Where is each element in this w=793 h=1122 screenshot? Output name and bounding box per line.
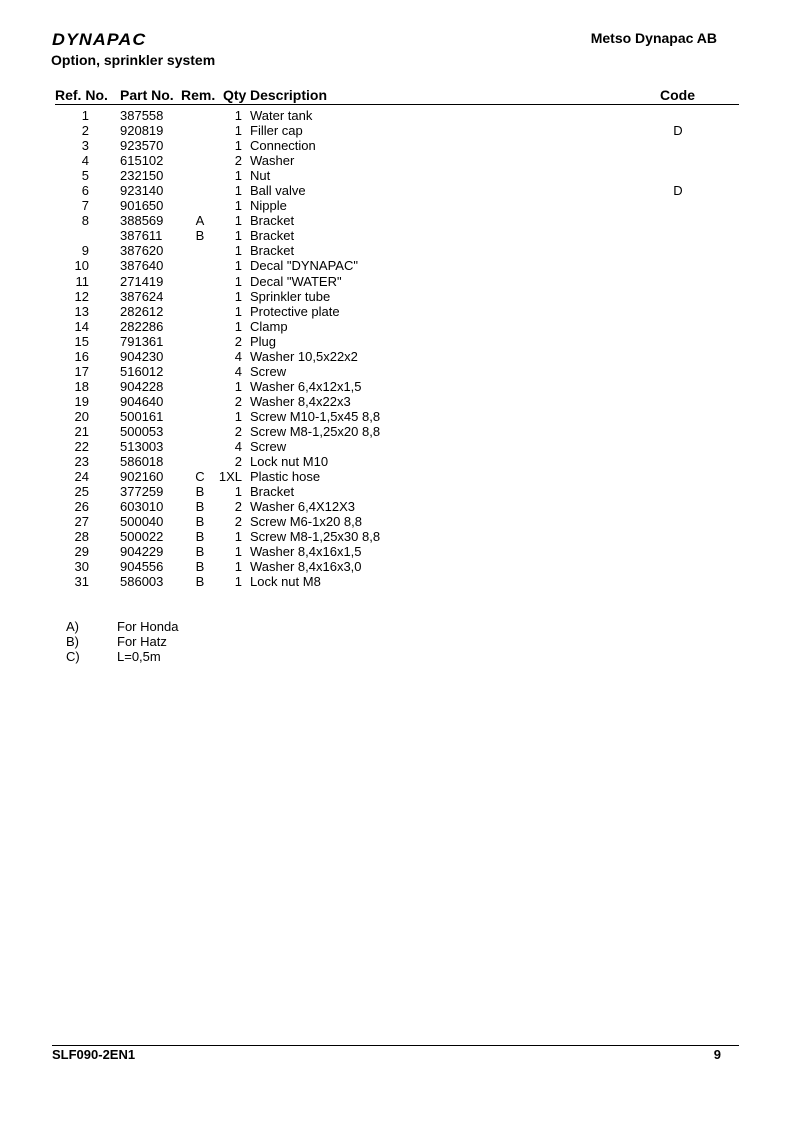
- remark-text: For Honda: [117, 619, 179, 634]
- quantity: 1: [234, 318, 242, 334]
- quantity: 1: [234, 378, 242, 394]
- ref-number: 1: [81, 108, 89, 123]
- parts-table: [55, 108, 739, 590]
- ref-number: 28: [74, 529, 89, 545]
- page-title: Option, sprinkler system: [51, 52, 216, 68]
- description: Screw M8-1,25x20 8,8: [250, 423, 381, 439]
- ref-number: 19: [74, 393, 89, 409]
- ref-number: 24: [74, 469, 89, 485]
- ref-number: 8: [81, 213, 89, 229]
- table-row: [55, 349, 739, 364]
- column-header-part: Part No.: [120, 87, 174, 103]
- remark-key: A): [66, 619, 79, 634]
- quantity: 4: [234, 363, 242, 379]
- quantity: 1: [234, 213, 242, 229]
- part-number: 387558: [120, 108, 164, 123]
- ref-number: 14: [74, 318, 89, 334]
- table-row: [55, 198, 739, 213]
- company-name: Metso Dynapac AB: [590, 30, 717, 46]
- part-number: 923570: [120, 138, 164, 154]
- part-number: 500040: [120, 514, 164, 530]
- remark: B: [195, 484, 205, 500]
- column-header-description: Description: [250, 87, 328, 103]
- part-number: 500161: [120, 408, 164, 424]
- description: Sprinkler tube: [250, 288, 331, 304]
- remark: B: [195, 499, 205, 515]
- remark: A: [195, 213, 205, 229]
- ref-number: 11: [75, 273, 89, 289]
- quantity: 1: [234, 258, 242, 274]
- table-row: [55, 574, 739, 589]
- ref-number: 15: [74, 333, 89, 349]
- part-number: 586003: [120, 574, 164, 590]
- description: Lock nut M8: [250, 574, 321, 590]
- description: Washer 8,4x22x3: [250, 393, 351, 409]
- quantity: 1: [234, 183, 242, 199]
- ref-number: 29: [74, 544, 89, 560]
- description: Washer 10,5x22x2: [250, 348, 358, 364]
- description: Screw M8-1,25x30 8,8: [250, 529, 381, 545]
- quantity: 2: [234, 454, 242, 470]
- part-number: 387640: [120, 258, 164, 274]
- quantity: 1: [234, 544, 242, 560]
- table-row: [55, 168, 739, 183]
- table-row: [55, 319, 739, 334]
- quantity: 4: [234, 348, 242, 364]
- ref-number: 27: [74, 514, 89, 530]
- table-row: [55, 274, 739, 289]
- quantity: 1: [234, 198, 242, 214]
- ref-number: 4: [81, 153, 89, 169]
- description: Bracket: [250, 228, 295, 244]
- quantity: 1: [234, 574, 242, 590]
- description: Decal "WATER": [250, 273, 342, 289]
- ref-number: 20: [74, 408, 89, 424]
- description: Screw M6-1x20 8,8: [250, 514, 362, 530]
- ref-number: 13: [74, 303, 89, 319]
- description: Bracket: [250, 484, 295, 500]
- table-row: [55, 544, 739, 559]
- part-number: 513003: [120, 439, 164, 455]
- description: Nipple: [250, 198, 287, 214]
- part-number: 500053: [120, 423, 164, 439]
- table-row: [55, 454, 739, 469]
- quantity: 2: [234, 514, 242, 530]
- table-header: [55, 87, 739, 105]
- description: Connection: [250, 138, 316, 154]
- table-row: [55, 123, 739, 138]
- quantity: 1: [234, 529, 242, 545]
- table-row: [55, 379, 739, 394]
- description: Clamp: [250, 318, 288, 334]
- remark-key: B): [66, 634, 79, 649]
- table-row: [55, 424, 739, 439]
- quantity: 1: [234, 408, 242, 424]
- column-header-ref: Ref. No.: [55, 87, 108, 103]
- table-row: [55, 514, 739, 529]
- quantity: 1: [234, 228, 242, 244]
- code: D: [673, 183, 683, 199]
- remark: B: [195, 544, 205, 560]
- quantity: 4: [234, 439, 242, 455]
- table-row: [55, 499, 739, 514]
- part-number: 500022: [120, 529, 164, 545]
- ref-number: 30: [74, 559, 89, 575]
- quantity: 1: [234, 168, 242, 184]
- description: Nut: [250, 168, 271, 184]
- description: Decal "DYNAPAC": [250, 258, 358, 274]
- part-number: 904229: [120, 544, 164, 560]
- code: D: [673, 123, 683, 139]
- ref-number: 5: [81, 168, 89, 184]
- table-row: [55, 334, 739, 349]
- table-row: [55, 559, 739, 574]
- part-number: 388569: [120, 213, 164, 229]
- table-row: [55, 213, 739, 228]
- table-row: [55, 228, 739, 243]
- quantity: 2: [234, 393, 242, 409]
- ref-number: 12: [74, 288, 89, 304]
- table-row: [55, 364, 739, 379]
- description: Bracket: [250, 213, 295, 229]
- quantity: 2: [234, 333, 242, 349]
- description: Washer 6,4X12X3: [250, 499, 356, 515]
- table-row: [55, 243, 739, 258]
- document-number: SLF090-2EN1: [52, 1047, 136, 1062]
- table-row: [55, 304, 739, 319]
- part-number: 904230: [120, 348, 164, 364]
- table-row: [55, 289, 739, 304]
- remark: C: [195, 469, 205, 485]
- ref-number: 9: [81, 243, 89, 259]
- part-number: 603010: [120, 499, 164, 515]
- remark-text: L=0,5m: [117, 649, 161, 664]
- description: Lock nut M10: [250, 454, 329, 470]
- table-row: [55, 138, 739, 153]
- table-row: [55, 183, 739, 198]
- column-header-qty: Qty: [223, 87, 247, 103]
- quantity: 2: [234, 499, 242, 515]
- remark: B: [195, 228, 205, 244]
- part-number: 387611: [120, 228, 163, 244]
- ref-number: 16: [74, 348, 89, 364]
- description: Washer 8,4x16x3,0: [250, 559, 362, 575]
- remark: B: [195, 559, 205, 575]
- ref-number: 26: [74, 499, 89, 515]
- description: Plug: [250, 333, 277, 349]
- part-number: 920819: [120, 123, 164, 139]
- quantity: 1: [234, 108, 242, 123]
- description: Washer 6,4x12x1,5: [250, 378, 362, 394]
- quantity: 1: [234, 288, 242, 304]
- description: Filler cap: [250, 123, 303, 139]
- table-row: [55, 258, 739, 273]
- part-number: 377259: [120, 484, 164, 500]
- part-number: 387624: [120, 288, 164, 304]
- description: Washer 8,4x16x1,5: [250, 544, 362, 560]
- table-row: [55, 469, 739, 484]
- description: Screw: [250, 439, 287, 455]
- ref-number: 22: [74, 439, 89, 455]
- remark-key: C): [66, 649, 80, 664]
- ref-number: 17: [74, 363, 89, 379]
- table-row: [55, 529, 739, 544]
- ref-number: 2: [81, 123, 89, 139]
- page-number: 9: [713, 1047, 721, 1062]
- part-number: 904228: [120, 378, 164, 394]
- table-row: [55, 153, 739, 168]
- table-row: [55, 108, 739, 123]
- column-header-rem: Rem.: [181, 87, 216, 103]
- ref-number: 3: [81, 138, 89, 154]
- description: Screw M10-1,5x45 8,8: [250, 408, 381, 424]
- part-number: 923140: [120, 183, 164, 199]
- dynapac-logo: DYNAPAC: [52, 30, 147, 49]
- description: Protective plate: [250, 303, 340, 319]
- remark: B: [195, 514, 205, 530]
- table-row: [55, 394, 739, 409]
- quantity: 1XL: [218, 469, 242, 485]
- part-number: 615102: [120, 153, 164, 169]
- description: Water tank: [250, 108, 313, 123]
- column-header-code: Code: [660, 87, 695, 103]
- quantity: 2: [234, 423, 242, 439]
- ref-number: 23: [74, 454, 89, 470]
- part-number: 232150: [120, 168, 164, 184]
- ref-number: 21: [74, 423, 89, 439]
- part-number: 902160: [120, 469, 164, 485]
- part-number: 516012: [120, 363, 164, 379]
- remark: B: [195, 529, 205, 545]
- part-number: 586018: [120, 454, 164, 470]
- ref-number: 18: [74, 378, 89, 394]
- remark: B: [195, 574, 205, 590]
- quantity: 1: [234, 243, 242, 259]
- ref-number: 31: [74, 574, 89, 590]
- table-row: [55, 439, 739, 454]
- description: Bracket: [250, 243, 295, 259]
- table-row: [55, 484, 739, 499]
- part-number: 387620: [120, 243, 164, 259]
- quantity: 1: [234, 484, 242, 500]
- part-number: 904640: [120, 393, 164, 409]
- footer-divider: [52, 1045, 739, 1046]
- ref-number: 6: [81, 183, 89, 199]
- part-number: 901650: [120, 198, 164, 214]
- quantity: 1: [234, 273, 242, 289]
- table-row: [55, 409, 739, 424]
- description: Plastic hose: [250, 469, 321, 485]
- part-number: 904556: [120, 559, 164, 575]
- description: Washer: [250, 153, 295, 169]
- description: Ball valve: [250, 183, 306, 199]
- description: Screw: [250, 363, 287, 379]
- ref-number: 25: [74, 484, 89, 500]
- quantity: 1: [234, 303, 242, 319]
- part-number: 282612: [120, 303, 164, 319]
- part-number: 791361: [120, 333, 164, 349]
- header-divider: [55, 104, 739, 105]
- quantity: 1: [234, 559, 242, 575]
- remark-text: For Hatz: [117, 634, 167, 649]
- quantity: 1: [234, 138, 242, 154]
- quantity: 2: [234, 153, 242, 169]
- ref-number: 7: [81, 198, 89, 214]
- part-number: 271419: [120, 273, 164, 289]
- quantity: 1: [234, 123, 242, 139]
- part-number: 282286: [120, 318, 164, 334]
- ref-number: 10: [74, 258, 89, 274]
